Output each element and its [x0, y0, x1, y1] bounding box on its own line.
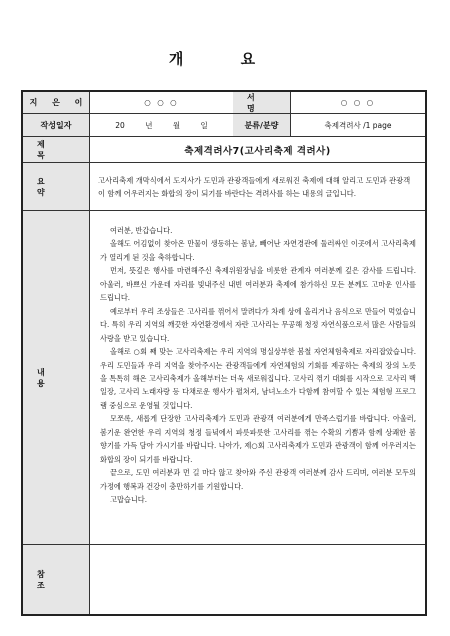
- content-label: 내 용: [23, 211, 90, 544]
- content-body: [90, 211, 425, 544]
- reference-value: [90, 545, 425, 614]
- content-paragraph: 모쪼록, 새롭게 단장한 고사리축제가 도민과 관광객 여러분에게 만족스럽기를 바랍니다. 아울러, 봄기운 완연한 우리 지역의 청정 들녘에서 파릇파릇한 고사리를 꺾는 수확의 기쁨과 함께 상쾌한 봄 향기를 가득 담아 가시기를 바랍니다. 나아가, 제○회 고사리축제가 도민과 관광객이 함께 어우러지는 화합의 장이 되기를 바랍니다.: [100, 414, 416, 464]
- author-value: ○ ○ ○: [144, 98, 179, 107]
- author-label: 지 은 이: [23, 92, 90, 113]
- subject-row: [23, 137, 425, 163]
- author-row: [23, 92, 425, 114]
- date-value: 20 년 월 일: [115, 120, 208, 130]
- content-row: [23, 211, 425, 545]
- subject-value: 축제격려사7(고사리축제 격려사): [184, 145, 331, 157]
- signature-label: 서 명: [233, 92, 291, 113]
- content-paragraph: 올해로 ○회 째 맞는 고사리축제는 우리 지역의 명실상부한 봄철 자연체험축제로 자리잡았습니다. 우리 도민들과 우리 지역을 찾아주시는 관광객들에게 자연체험의 기회를 제공하는 축제의 장의 노릇을 톡톡히 해온 고사리축제가 올해부터는 더욱 새로워집니다. 고사리 꺾기 대회를 시작으로 고사리 백일장, 고사리 노래자랑 등 다채로운 행사가 펼쳐져, 남녀노소가 다함께 참여할 수 있는 체험형 프로그램 중심으로 운영될 것입니다.: [100, 347, 416, 410]
- reference-row: [23, 545, 425, 614]
- content-paragraph: 끝으로, 도민 여러분과 먼 길 마다 않고 찾아와 주신 관광객 여러분께 감사 드리며, 여러분 모두의 가정에 행복과 건강이 충만하기를 기원합니다.: [100, 468, 416, 491]
- summary-label: 요 약: [23, 163, 90, 210]
- content-paragraph: 올해도 어김없이 찾아온 만물이 생동하는 봄날, 빼어난 자연경관에 둘러싸인 이곳에서 고사리축제가 열리게 된 것을 축하합니다.: [100, 239, 416, 262]
- category-label: 분류/분량: [233, 114, 291, 136]
- date-row: [23, 114, 425, 137]
- content-paragraph: 여러분, 반갑습니다.: [110, 226, 173, 235]
- content-paragraph: 예로부터 우리 조상들은 고사리를 꺾어서 말려다가 차례 상에 올리거나 음식으로 만들어 먹었습니다. 특히 우리 지역의 깨끗한 자연환경에서 자란 고사리는 무공해 청정 자연식품으로서 많은 사람들의 사랑을 받고 있습니다.: [100, 306, 416, 343]
- page-title: 개 요: [168, 50, 282, 68]
- summary-value: 고사리축제 개막식에서 도지사가 도민과 관광객들에게 새로워진 축제에 대해 알리고 도민과 관광객이 함께 어우러지는 화합의 장이 되기를 바란다는 격려사를 하는 내용의 글입니다.: [98, 175, 411, 198]
- subject-label: 제 목: [23, 137, 90, 162]
- category-value: 축제격려사 /1 page: [324, 120, 392, 130]
- content-paragraph: 고맙습니다.: [110, 495, 148, 505]
- reference-label: 참 조: [23, 545, 90, 614]
- content-paragraph: 먼저, 뜻깊은 행사를 마련해주신 축제위원장님을 비롯한 관계자 여러분께 깊은 감사를 드립니다. 아울러, 바쁘신 가운데 자리를 빛내주신 내빈 여러분과 축제에 참가하신 모든 분께도 고마운 인사를 드립니다.: [100, 266, 416, 303]
- summary-row: [23, 163, 425, 211]
- signature-value: ○ ○ ○: [340, 98, 376, 107]
- date-label: 작성일자: [23, 114, 90, 136]
- document-form-table: [21, 90, 427, 616]
